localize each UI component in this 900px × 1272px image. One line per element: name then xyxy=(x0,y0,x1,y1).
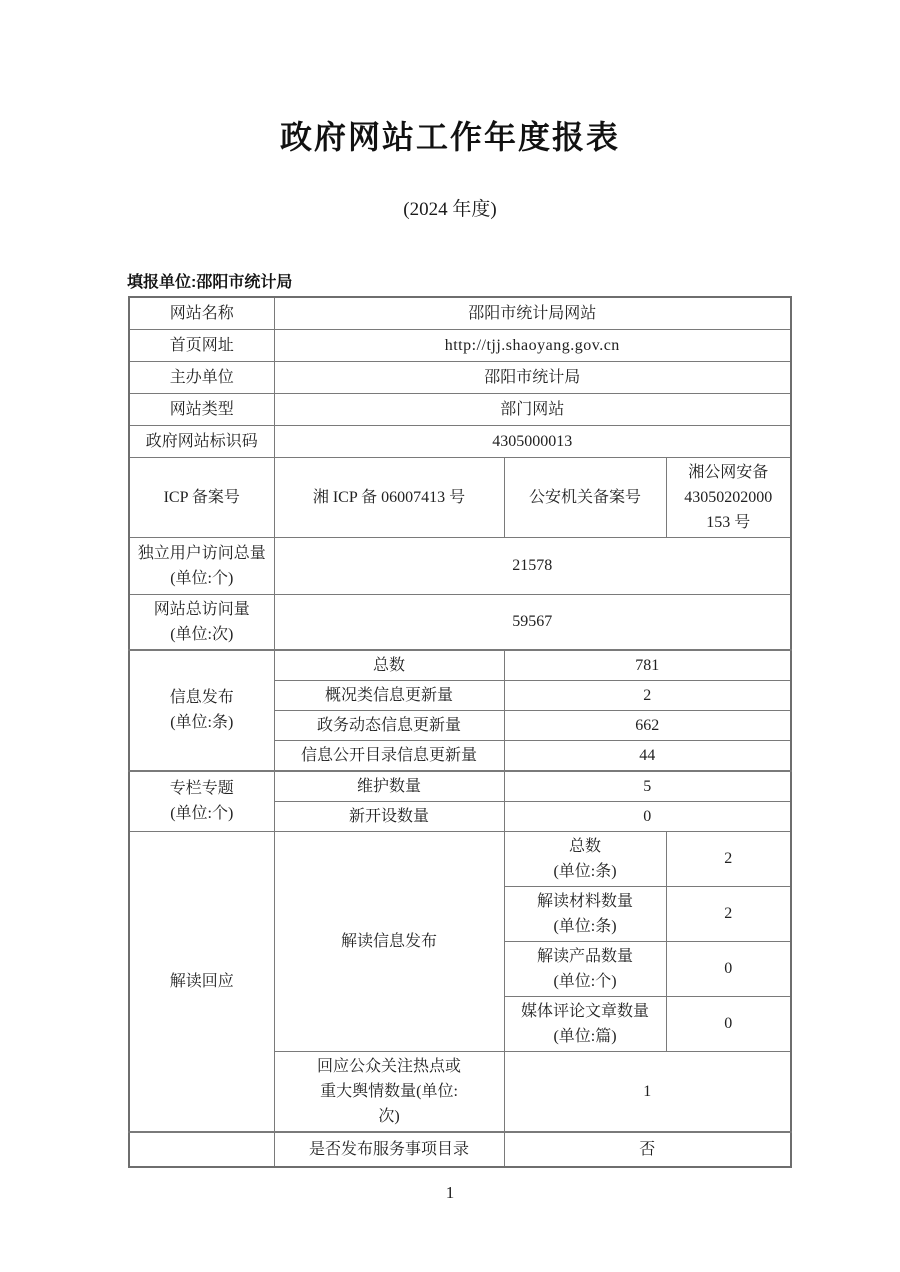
row-value: 部门网站 xyxy=(274,393,791,425)
sub-row-value: 0 xyxy=(666,996,791,1051)
row-label: 政务动态信息更新量 xyxy=(274,710,504,740)
row-value: 邵阳市统计局 xyxy=(274,361,791,393)
sub-row-label: 解读材料数量 (单位:条) xyxy=(504,886,666,941)
row-label: 概况类信息更新量 xyxy=(274,680,504,710)
row-label: 维护数量 xyxy=(274,771,504,802)
row-value: 5 xyxy=(504,771,791,802)
hotspot-response-value: 1 xyxy=(504,1051,791,1132)
sub-row-value: 2 xyxy=(666,886,791,941)
table-row xyxy=(129,831,791,886)
row-value: 662 xyxy=(504,710,791,740)
total-visits-value: 59567 xyxy=(274,594,791,650)
site-id-value: 4305000013 xyxy=(274,425,791,457)
row-label: 信息公开目录信息更新量 xyxy=(274,740,504,771)
unique-visitors-label: 独立用户访问总量 (单位:个) xyxy=(129,537,274,594)
info-publish-group-label: 信息发布 (单位:条) xyxy=(129,650,274,771)
special-topics-group-label: 专栏专题 (单位:个) xyxy=(129,771,274,832)
sub-row-label: 解读产品数量 (单位:个) xyxy=(504,941,666,996)
table-row xyxy=(129,361,791,393)
row-value: 2 xyxy=(504,680,791,710)
row-value: 781 xyxy=(504,650,791,681)
reporting-unit-label: 填报单位:邵阳市统计局 xyxy=(127,274,293,291)
unique-visitors-value: 21578 xyxy=(274,537,791,594)
hotspot-response-label: 回应公众关注热点或重大舆情数量(单位:次) xyxy=(274,1051,504,1132)
table-row xyxy=(129,771,791,802)
empty-group-cell xyxy=(129,1132,274,1167)
row-value: 44 xyxy=(504,740,791,771)
table-row xyxy=(129,594,791,650)
row-label: 主办单位 xyxy=(129,361,274,393)
row-label: 网站名称 xyxy=(129,297,274,329)
table-row xyxy=(129,329,791,361)
row-label: 新开设数量 xyxy=(274,801,504,831)
interpretation-group-label: 解读回应 xyxy=(129,831,274,1132)
total-visits-label: 网站总访问量 (单位:次) xyxy=(129,594,274,650)
table-row xyxy=(129,297,791,329)
document-title: 政府网站工作年度报表 xyxy=(279,119,620,155)
table-row xyxy=(129,393,791,425)
table-row-icp xyxy=(129,457,791,537)
document-subtitle: (2024 年度) xyxy=(403,199,497,220)
sub-row-label: 总数 (单位:条) xyxy=(504,831,666,886)
service-directory-label: 是否发布服务事项目录 xyxy=(274,1132,504,1167)
row-value: 邵阳市统计局网站 xyxy=(274,297,791,329)
icp-label: ICP 备案号 xyxy=(129,457,274,537)
row-value: 0 xyxy=(504,801,791,831)
table-row xyxy=(129,650,791,681)
row-label: 网站类型 xyxy=(129,393,274,425)
sub-row-label: 媒体评论文章数量 (单位:篇) xyxy=(504,996,666,1051)
table-row xyxy=(129,425,791,457)
homepage-url: http://tjj.shaoyang.gov.cn xyxy=(274,329,791,361)
row-label: 政府网站标识码 xyxy=(129,425,274,457)
police-record-label: 公安机关备案号 xyxy=(504,457,666,537)
table-row xyxy=(129,1132,791,1167)
service-directory-value: 否 xyxy=(504,1132,791,1167)
row-label: 首页网址 xyxy=(129,329,274,361)
interpretation-publish-label: 解读信息发布 xyxy=(274,831,504,1051)
sub-row-value: 0 xyxy=(666,941,791,996)
annual-report-table xyxy=(128,296,792,1168)
page-number: 1 xyxy=(445,1183,455,1202)
sub-row-value: 2 xyxy=(666,831,791,886)
icp-value: 湘 ICP 备 06007413 号 xyxy=(274,457,504,537)
police-record-value: 湘公网安备 43050202000 153 号 xyxy=(666,457,791,537)
row-label: 总数 xyxy=(274,650,504,681)
table-row xyxy=(129,537,791,594)
